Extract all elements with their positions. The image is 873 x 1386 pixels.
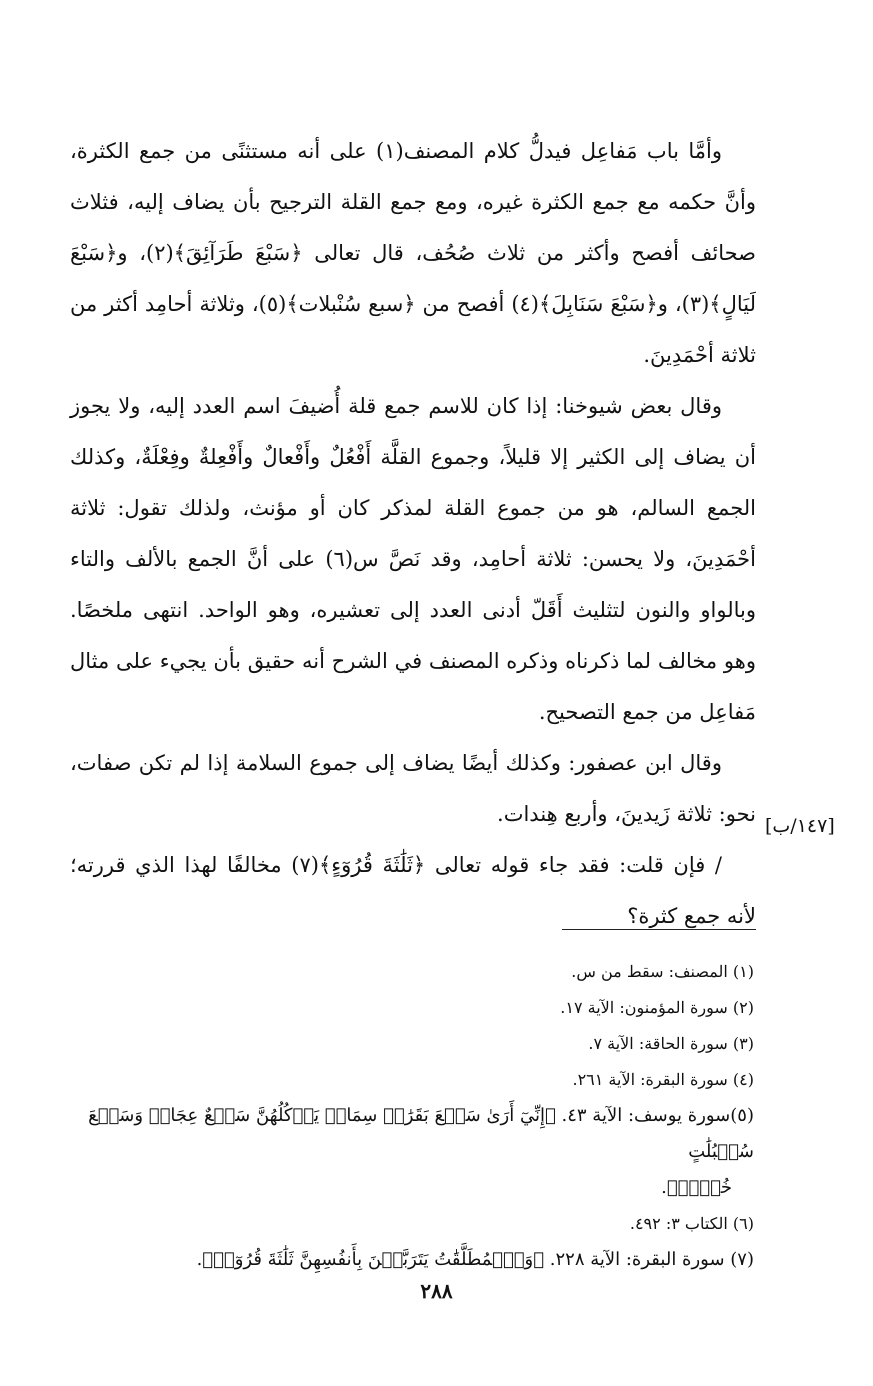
main-text: [70, 126, 756, 942]
paragraph-1: وأمَّا باب مَفاعِل فيدلُّ كلام المصنف(١) على أنه مستثنًى من جمع الكثرة، وأنَّ حكمه مع جمع الكثرة غيره، ومع جمع القلة الترجيح بأن يضاف إليه، فثلاث صحائف أفصح وأكثر من ثلاث صُحُف، قال تعالى ﴿سَبْعَ طَرَآئِقَ﴾(٢)، و﴿سَبْعَ لَيَالٍ﴾(٣)، و﴿سَبْعَ سَنَابِلَ﴾(٤) أفصح من ﴿سبع سُنْبلات﴾(٥)، وثلاثة أحامِد أكثر من ثلاثة أحْمَدِينَ.: [70, 139, 756, 367]
footnote-5-continuation: خُضۡرٖ﴾.: [661, 1177, 732, 1198]
footnotes: [70, 954, 754, 1278]
footnote-6: (٦) الكتاب ٣: ٤٩٢.: [629, 1214, 754, 1233]
footnote-4: (٤) سورة البقرة: الآية ٢٦١.: [572, 1070, 754, 1089]
paragraph-2: وقال بعض شيوخنا: إذا كان للاسم جمع قلة أُضيفَ اسم العدد إليه، ولا يجوز أن يضاف إلى الكثير إلا قليلاً، وجموع القلَّة أَفْعُلٌ وأَفْعالٌ وأَفْعِلةٌ وفِعْلَةٌ، وكذلك الجمع السالم، هو من جموع القلة لمذكر كان أو مؤنث، ولذلك تقول: ثلاثة أحْمَدِينَ، ولا يحسن: ثلاثة أحامِد، وقد نَصَّ س(٦) على أنَّ الجمع بالألف والتاء وبالواو والنون لتثليث أَقَلّ أدنى العدد إلى تعشيره، وهو الواحد. انتهى ملخصًا. وهو مخالف لما ذكرناه وذكره المصنف في الشرح أنه حقيق بأن يجيء على مثال مَفاعِل من جمع التصحيح.: [70, 394, 756, 724]
footnote-1: (١) المصنف: سقط من س.: [571, 962, 754, 981]
paragraph-3: وقال ابن عصفور: وكذلك أيضًا يضاف إلى جموع السلامة إذا لم تكن صفات، نحو: ثلاثة زَيدينَ، وأربع هِندات.: [70, 751, 756, 826]
footnote-2: (٢) سورة المؤمنون: الآية ١٧.: [560, 998, 754, 1017]
page-number: ٢٨٨: [420, 1279, 453, 1303]
footnote-3: (٣) سورة الحاقة: الآية ٧.: [588, 1034, 754, 1053]
footnote-7: (٧) سورة البقرة: الآية ٢٢٨. ﴿وَٱلۡمُطَلَّقَٰتُ يَتَرَبَّصۡنَ بِأَنفُسِهِنَّ ثَلَٰثَةَ قُرُوٓءٖ﴾.: [196, 1249, 754, 1270]
manuscript-folio-marker: [١٤٧/ب]: [765, 815, 835, 837]
footnote-5: (٥)سورة يوسف: الآية ٤٣. ﴿إِنِّيٓ أَرَىٰ سَبۡعَ بَقَرَٰتٖ سِمَانٖ يَأۡكُلُهُنَّ سَبۡعٌ عِجَافٞ وَسَبۡعَ سُنۢبُلَٰتٍ: [88, 1105, 754, 1162]
paragraph-4: / فإن قلت: فقد جاء قوله تعالى ﴿ثَلَٰثَةَ قُرُوٓءٍ﴾(٧) مخالفًا لهذا الذي قررته؛ لأنه جمع كثرة؟: [70, 853, 756, 928]
footnote-separator: [562, 929, 756, 930]
